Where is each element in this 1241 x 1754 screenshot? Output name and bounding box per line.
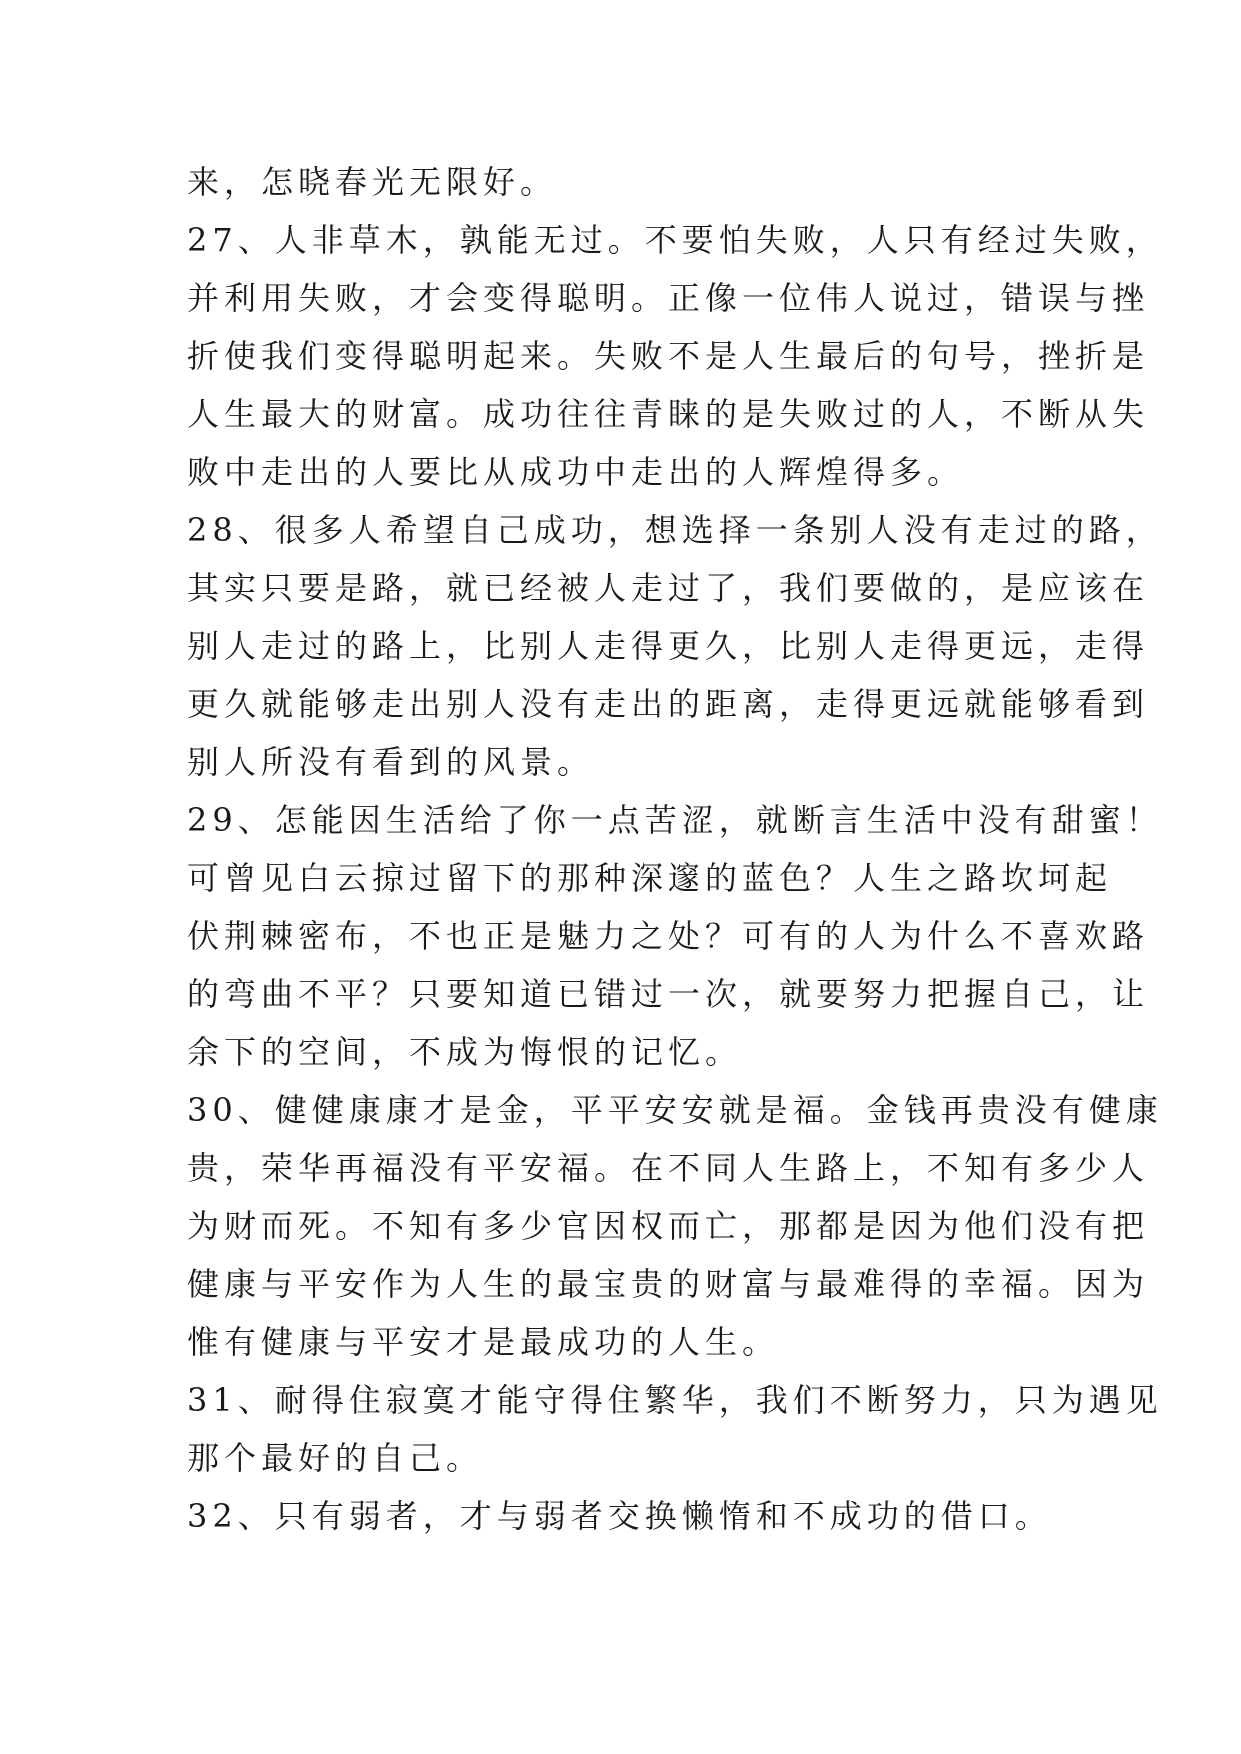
text-line: 的弯曲不平？只要知道已错过一次，就要努力把握自己，让 xyxy=(187,975,1150,1013)
text-line: 30、健健康康才是金，平平安安就是福。金钱再贵没有健康 xyxy=(187,1091,1163,1129)
text-line: 败中走出的人要比从成功中走出的人辉煌得多。 xyxy=(187,453,965,491)
text-line: 别人所没有看到的风景。 xyxy=(187,743,595,781)
paragraph-29 xyxy=(187,791,1163,1081)
paragraph-30 xyxy=(187,1081,1163,1371)
text-line: 28、很多人希望自己成功，想选择一条别人没有走过的路， xyxy=(187,511,1163,549)
text-line: 并利用失败，才会变得聪明。正像一位伟人说过，错误与挫 xyxy=(187,279,1150,317)
text-line: 27、人非草木，孰能无过。不要怕失败，人只有经过失败， xyxy=(187,221,1163,259)
text-line: 29、怎能因生活给了你一点苦涩，就断言生活中没有甜蜜！ xyxy=(187,801,1163,839)
text-line: 折使我们变得聪明起来。失败不是人生最后的句号，挫折是 xyxy=(187,337,1150,375)
text-line: 贵，荣华再福没有平安福。在不同人生路上，不知有多少人 xyxy=(187,1149,1150,1187)
paragraph-32 xyxy=(187,1487,1057,1545)
body-text xyxy=(187,153,1163,1545)
paragraph-28 xyxy=(187,501,1163,791)
paragraph-continuation xyxy=(187,153,1057,211)
paragraph-27 xyxy=(187,211,1163,501)
text-line: 伏荆棘密布，不也正是魅力之处？可有的人为什么不喜欢路 xyxy=(187,917,1150,955)
text-line: 更久就能够走出别人没有走出的距离，走得更远就能够看到 xyxy=(187,685,1150,723)
text-line: 为财而死。不知有多少官因权而亡，那都是因为他们没有把 xyxy=(187,1207,1150,1245)
text-line: 别人走过的路上，比别人走得更久，比别人走得更远，走得 xyxy=(187,627,1150,665)
text-line: 健康与平安作为人生的最宝贵的财富与最难得的幸福。因为 xyxy=(187,1265,1150,1303)
text-line: 可曾见白云掠过留下的那种深邃的蓝色？人生之路坎坷起 xyxy=(187,859,1113,897)
text-line: 余下的空间，不成为悔恨的记忆。 xyxy=(187,1033,743,1071)
text-line: 31、耐得住寂寞才能守得住繁华，我们不断努力，只为遇见 xyxy=(187,1381,1163,1419)
text-line: 那个最好的自己。 xyxy=(187,1439,484,1477)
text-line: 惟有健康与平安才是最成功的人生。 xyxy=(187,1323,780,1361)
text-line: 来，怎晓春光无限好。 xyxy=(187,163,558,201)
text-line: 人生最大的财富。成功往往青睐的是失败过的人，不断从失 xyxy=(187,395,1150,433)
paragraph-31 xyxy=(187,1371,1163,1487)
text-line: 32、只有弱者，才与弱者交换懒惰和不成功的借口。 xyxy=(187,1497,1052,1535)
text-line: 其实只要是路，就已经被人走过了，我们要做的，是应该在 xyxy=(187,569,1150,607)
